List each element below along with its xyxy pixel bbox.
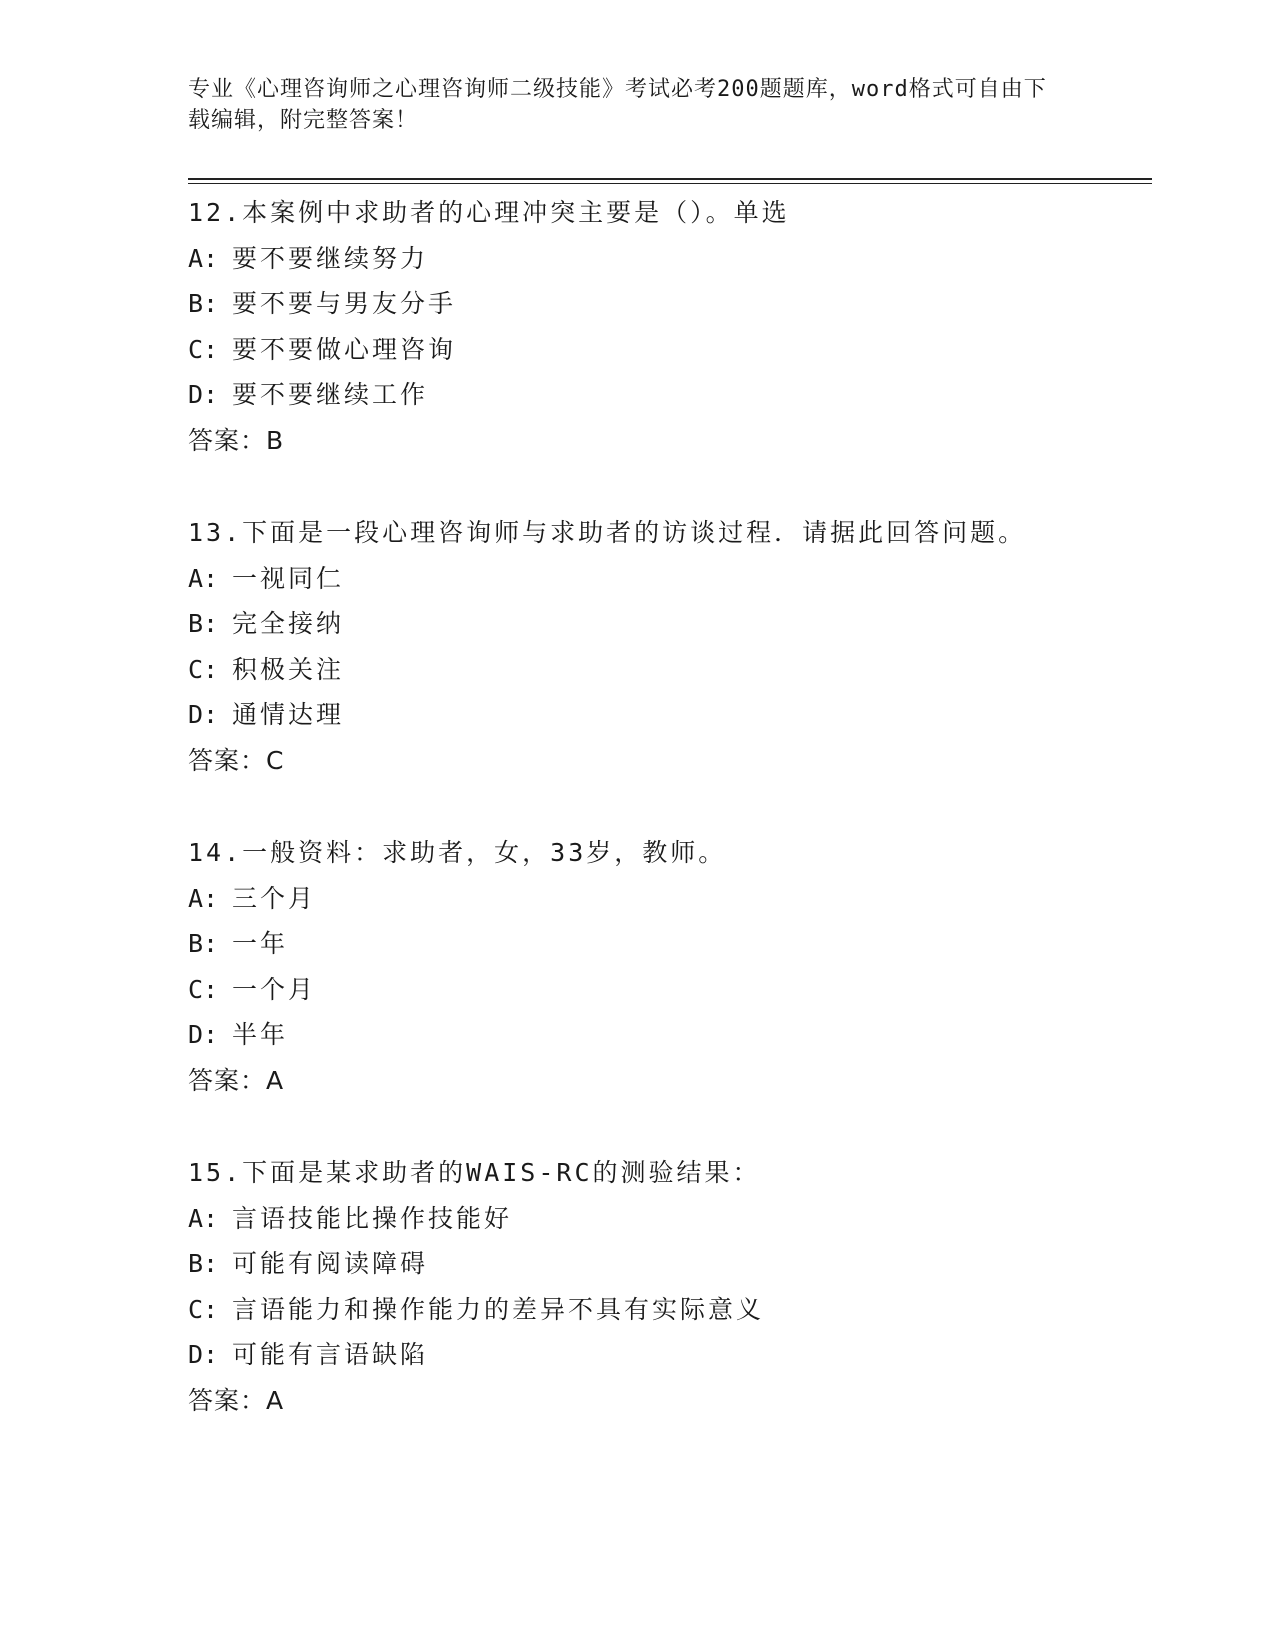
option-c bbox=[188, 1287, 1148, 1333]
option-text: 通情达理 bbox=[232, 700, 345, 729]
question-title: 13.下面是一段心理咨询师与求助者的访谈过程．请据此回答问题。 bbox=[188, 518, 1027, 547]
option-text: 要不要继续努力 bbox=[232, 243, 429, 273]
option-text: 要不要做心理咨询 bbox=[232, 334, 457, 364]
option-letter: B: bbox=[188, 1249, 219, 1278]
option-text: 要不要与男友分手 bbox=[232, 289, 457, 318]
option-letter: C: bbox=[188, 1294, 219, 1324]
option-letter: C: bbox=[188, 654, 219, 684]
option-text: 半年 bbox=[232, 1020, 289, 1049]
option-letter: B: bbox=[188, 609, 219, 638]
option-text: 要不要继续工作 bbox=[232, 380, 429, 409]
option-letter: D: bbox=[188, 380, 219, 409]
header-divider-thick bbox=[188, 178, 1152, 180]
answer-line: 答案：B bbox=[188, 425, 285, 455]
option-letter: C: bbox=[188, 334, 219, 364]
question-title: 14.一般资料：求助者，女，33岁，教师。 bbox=[188, 838, 727, 867]
option-c bbox=[188, 647, 1148, 693]
option-letter: A: bbox=[188, 243, 219, 273]
option-text: 一年 bbox=[232, 929, 289, 958]
option-letter: B: bbox=[188, 929, 219, 958]
option-text: 完全接纳 bbox=[232, 609, 345, 638]
option-letter: C: bbox=[188, 974, 219, 1004]
option-letter: B: bbox=[188, 289, 219, 318]
option-letter: D: bbox=[188, 1020, 219, 1049]
option-b bbox=[188, 921, 1148, 967]
option-text: 三个月 bbox=[232, 883, 317, 913]
option-d bbox=[188, 372, 1148, 418]
option-text: 一个月 bbox=[232, 974, 317, 1004]
question-title: 12.本案例中求助者的心理冲突主要是（）。单选 bbox=[188, 198, 790, 227]
option-a bbox=[188, 556, 1148, 602]
option-a bbox=[188, 876, 1148, 922]
question-15 bbox=[188, 1150, 1148, 1470]
option-d bbox=[188, 1012, 1148, 1058]
option-c bbox=[188, 967, 1148, 1013]
option-text: 积极关注 bbox=[232, 654, 345, 684]
option-c bbox=[188, 327, 1148, 373]
option-text: 可能有阅读障碍 bbox=[232, 1249, 429, 1278]
header-divider-thin bbox=[188, 183, 1152, 184]
option-letter: A: bbox=[188, 1203, 219, 1233]
option-d bbox=[188, 1332, 1148, 1378]
option-text: 言语技能比操作技能好 bbox=[232, 1203, 513, 1233]
option-a bbox=[188, 1196, 1148, 1242]
question-title: 15.下面是某求助者的WAIS-RC的测验结果： bbox=[188, 1158, 761, 1187]
option-b bbox=[188, 601, 1148, 647]
option-letter: D: bbox=[188, 700, 219, 729]
question-14 bbox=[188, 830, 1148, 1150]
question-12 bbox=[188, 190, 1148, 510]
option-b bbox=[188, 1241, 1148, 1287]
option-a bbox=[188, 236, 1148, 282]
option-text: 一视同仁 bbox=[232, 563, 345, 593]
option-letter: D: bbox=[188, 1340, 219, 1369]
question-list bbox=[188, 190, 1148, 1470]
answer-line: 答案：C bbox=[188, 745, 285, 775]
question-13 bbox=[188, 510, 1148, 830]
option-text: 言语能力和操作能力的差异不具有实际意义 bbox=[232, 1294, 765, 1324]
answer-line: 答案：A bbox=[188, 1065, 285, 1095]
option-letter: A: bbox=[188, 883, 219, 913]
option-b bbox=[188, 281, 1148, 327]
option-text: 可能有言语缺陷 bbox=[232, 1340, 429, 1369]
option-d bbox=[188, 692, 1148, 738]
answer-line: 答案：A bbox=[188, 1385, 285, 1415]
document-header: 专业《心理咨询师之心理咨询师二级技能》考试必考200题题库，word格式可自由下载编辑，附完整答案！ bbox=[188, 77, 1047, 133]
option-letter: A: bbox=[188, 563, 219, 593]
